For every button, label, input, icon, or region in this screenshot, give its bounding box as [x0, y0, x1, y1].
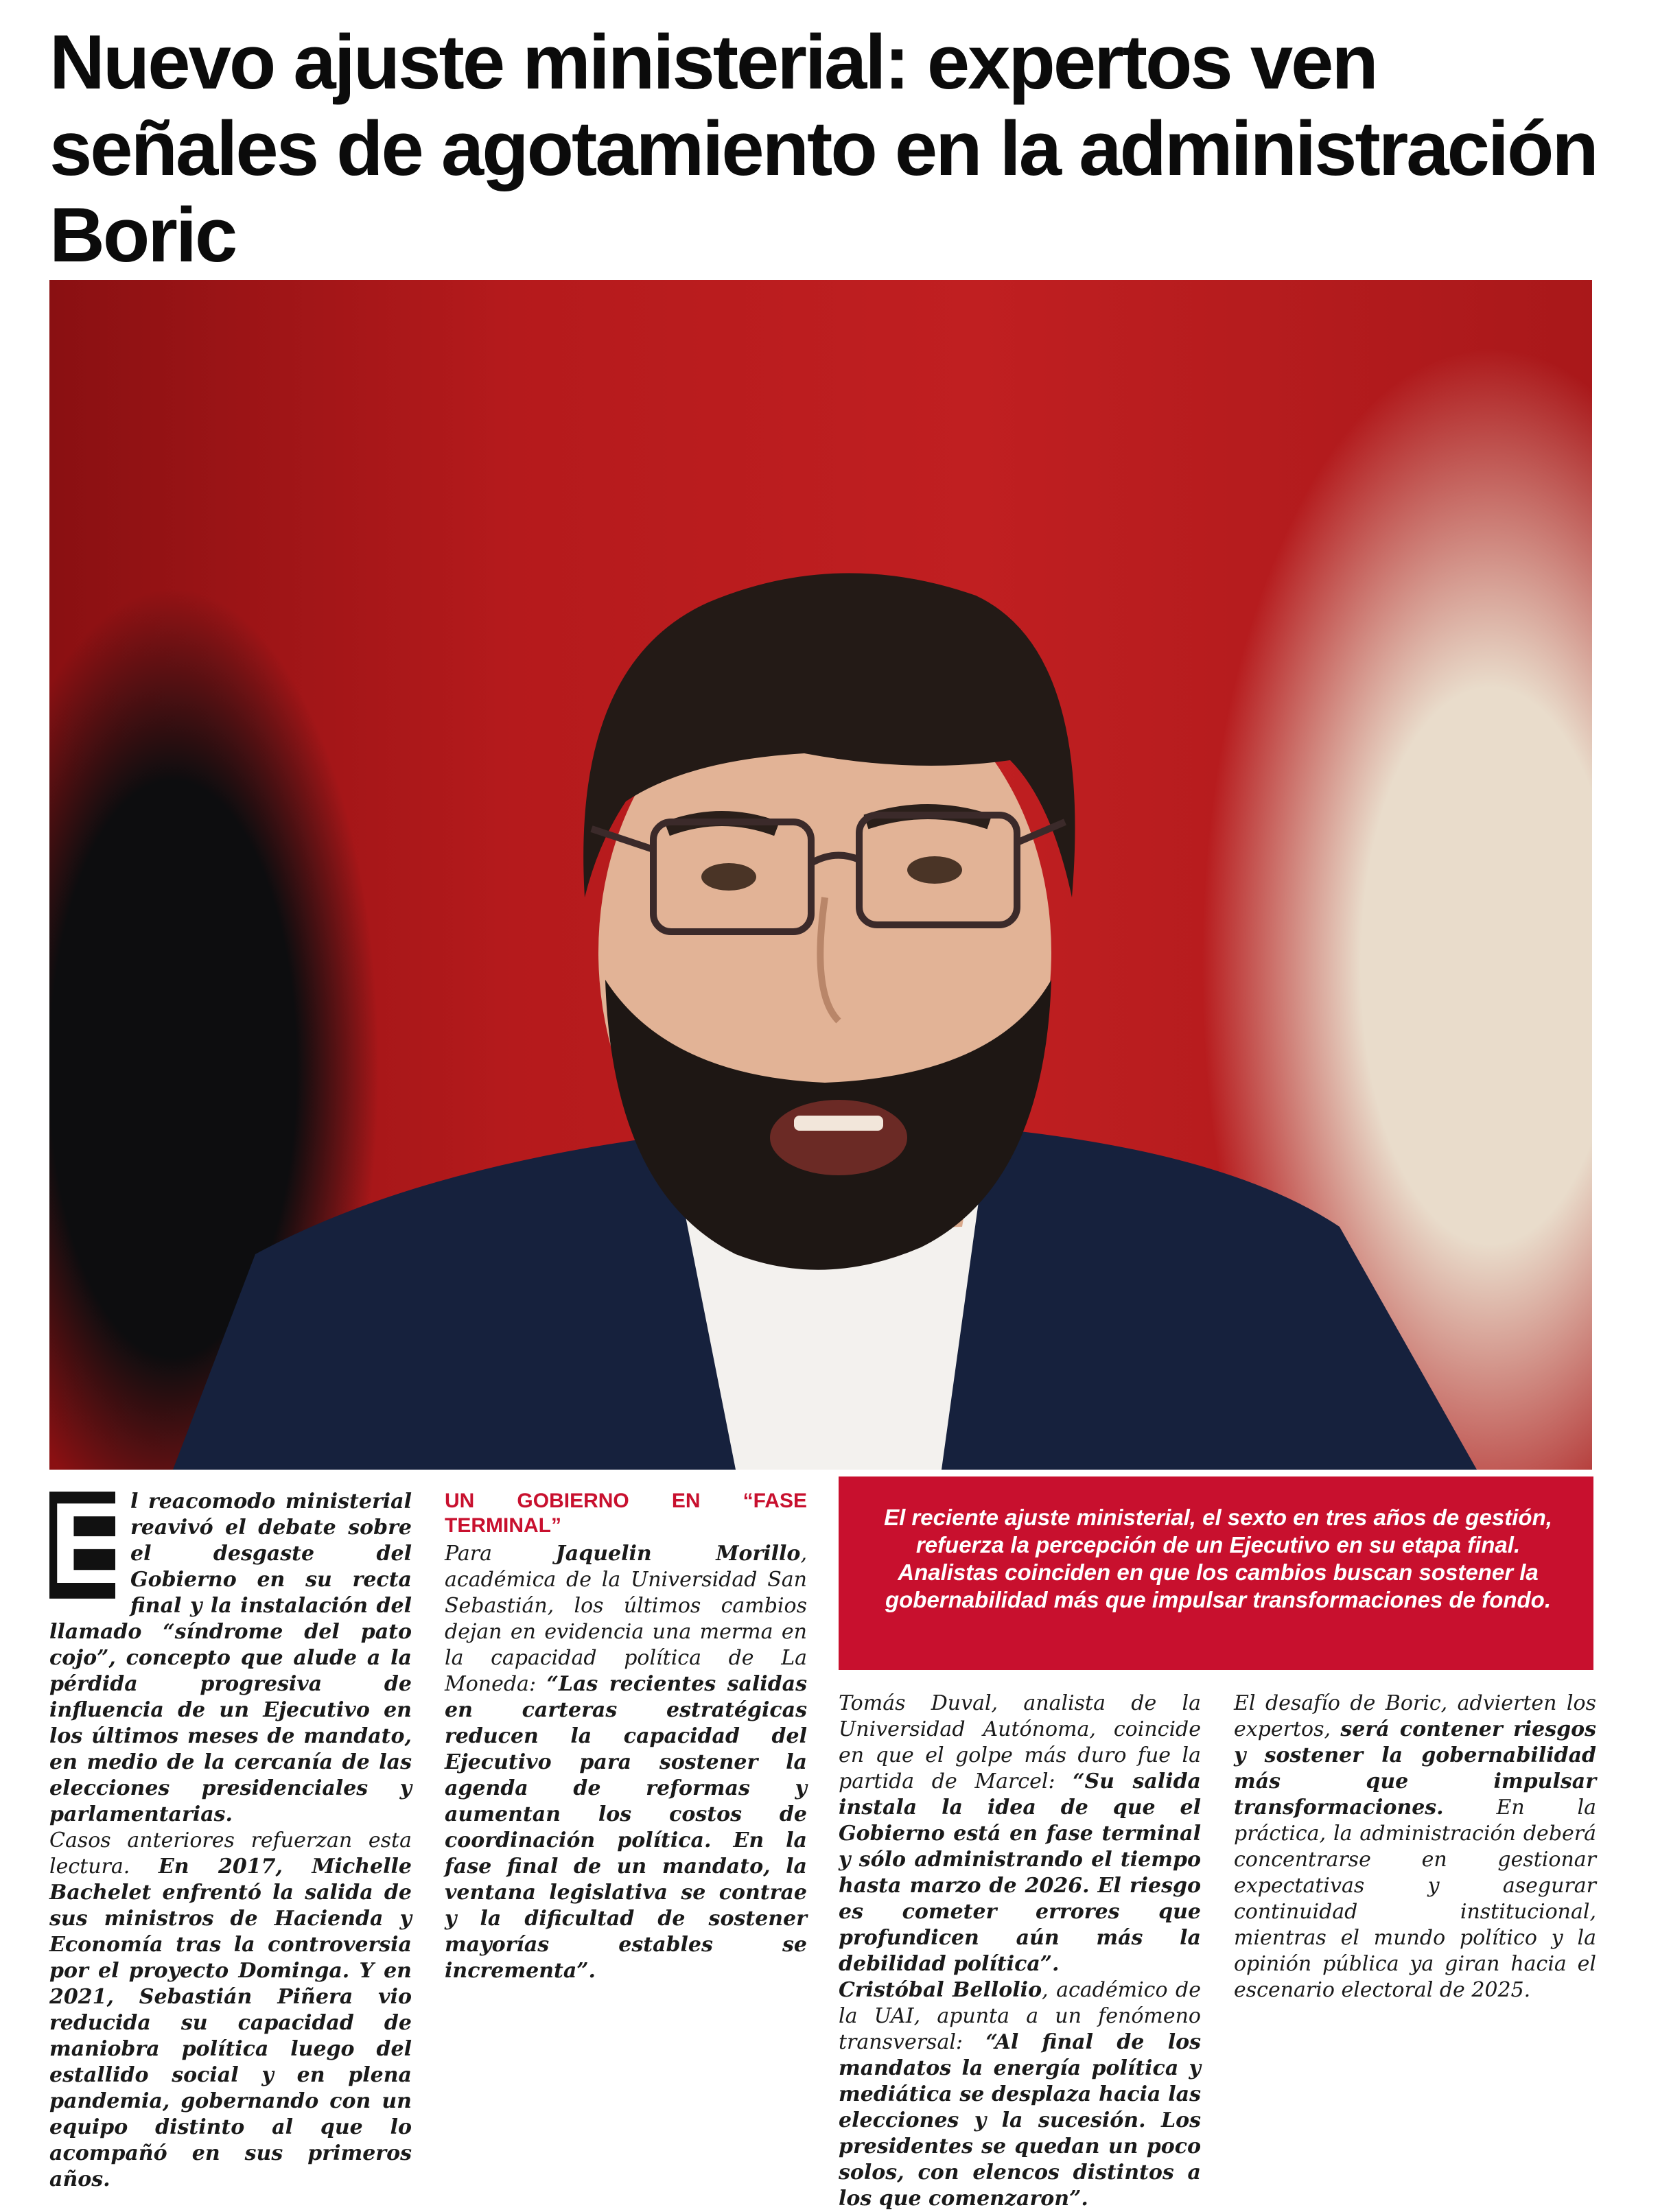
section-subhead: UN GOBIERNO EN “FASE TERMINAL”: [445, 1490, 807, 1537]
article-paragraph-3: Para Jaquelin Morillo, académica de la Universidad San Sebastián, los últimos cambios dejan en evidencia una merma en la capacidad política de La Moneda: “Las recientes salidas en carteras estratégicas reducen la capacidad del Ejecutivo para sostener la agenda de reformas y aumentan los costos de coordinación política. En la fase final de un mandato, la ventana legislativa se contrae y la dificultad de sostener mayorías estables se incrementa”.: [445, 1542, 808, 1983]
article-paragraph-6: El desafío de Boric, advierten los expertos, será contener riesgos y sostener la gobernabilidad más que impulsar transformaciones. En la práctica, la administración deberá concentrarse en gestionar expectativas y asegurar continuidad institucional, mientras el mundo político y la opinión pública ya giran hacia el escenario electoral de 2025.: [1234, 1691, 1596, 2002]
article-paragraph-4: Tomás Duval, analista de la Universidad Autónoma, coincide en que el golpe más duro fue la partida de Marcel: “Su salida instala la idea de que el Gobierno está en fase terminal y sólo administrando el tiempo hasta marzo de 2026. El riesgo es cometer errores que profundicen aún más la debilidad política”.: [839, 1691, 1201, 1976]
article-column-2b: [445, 1489, 807, 1984]
dropcap: E: [49, 1479, 127, 1608]
lead-text: l reacomodo ministerial reavivó el debate sobre el desgaste del Gobierno en su recta final y la instalación del llamado “síndrome del pato cojo”, concepto que alude a la pérdida progresiva de influencia de un Ejecutivo en los últimos meses de mandato, en medio de la cercanía de las elecciones presidenciales y parlamentarias.: [49, 1490, 412, 1826]
portrait-illustration: [49, 280, 1592, 1470]
article-column-3: [839, 1691, 1201, 2212]
article-column-1: [49, 1479, 412, 2193]
president-photo: [49, 280, 1592, 1470]
article-paragraph-1: [49, 1479, 412, 1828]
red-callout-box: [839, 1476, 1593, 1670]
article-column-4: [1234, 1691, 1596, 2003]
headline: Nuevo ajuste ministerial: expertos ven señales de agotamiento en la administración Boric: [49, 19, 1597, 278]
article-paragraph-2: Casos anteriores refuerzan esta lectura. En 2017, Michelle Bachelet enfrentó la salida de sus ministros de Hacienda y Economía tras la controversia por el proyecto Dominga. Y en 2021, Sebastián Piñera vio reducida su capacidad de maniobra política luego del estallido social y en plena pandemia, gobernando con un equipo distinto al que lo acompañó en sus primeros años.: [49, 1828, 412, 2191]
article-paragraph-5: Cristóbal Bellolio, académico de la UAI, apunta a un fenómeno transversal: “Al final de los mandatos la energía política y mediática se desplaza hacia las elecciones y la sucesión. Los presidentes se quedan un poco solos, con elencos distintos a los que comenzaron”.: [839, 1978, 1201, 2211]
callout-text: El reciente ajuste ministerial, el sexto en tres años de gestión, refuerza la percepción de un Ejecutivo en su etapa final. Analistas coinciden en que los cambios buscan sostener la gobernabilidad más que impulsar transformaciones de fondo.: [884, 1505, 1552, 1612]
